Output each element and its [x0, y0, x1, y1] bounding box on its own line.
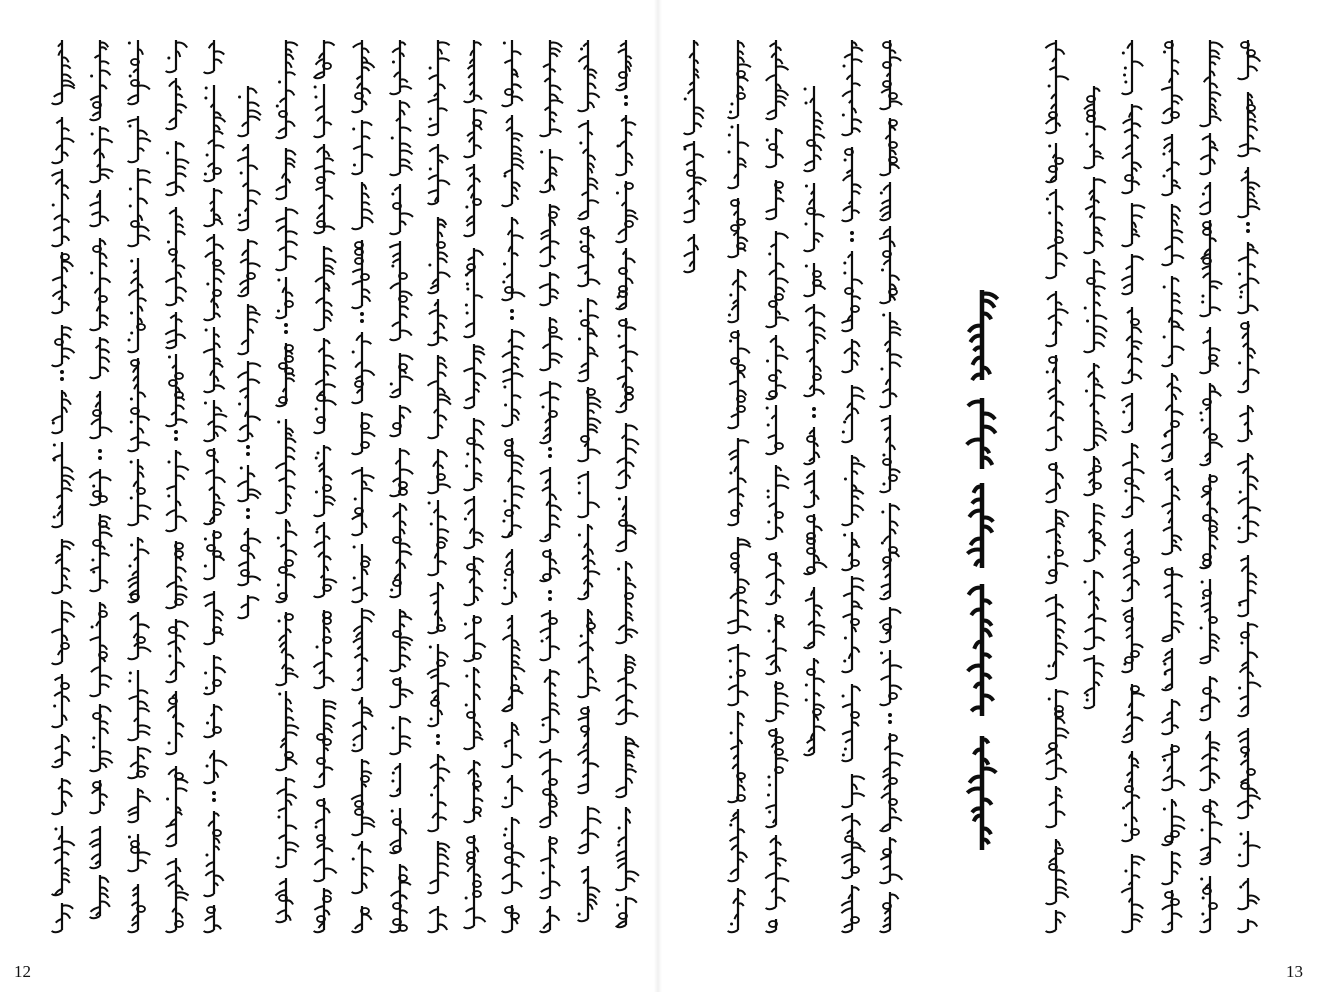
left-page-text-column-9: [349, 40, 375, 930]
right-page-text-column-5: [839, 40, 865, 930]
left-page-text-column-1: [49, 40, 75, 930]
chapter-title: [962, 290, 1002, 890]
left-page-text-column-15: [575, 40, 601, 930]
left-page-text-column-16: [613, 40, 639, 930]
chapter-title-glyphs: [962, 290, 1002, 850]
left-page-text-column-12: [461, 40, 487, 930]
right-page-text-column-1: [681, 40, 707, 270]
right-page: [658, 0, 1317, 992]
right-page-text-column-4: [801, 86, 827, 756]
left-page: [0, 0, 658, 992]
right-page-text-column-6: [877, 40, 903, 930]
left-page-text-column-6: [235, 86, 261, 616]
left-page-text-column-3: [125, 40, 151, 930]
right-page-text-column-8: [1081, 86, 1107, 706]
page-number-left: 12: [14, 962, 31, 981]
left-page-text-column-5: [201, 40, 227, 930]
page-number-right: 13: [1286, 962, 1303, 981]
left-page-text-column-10: [387, 40, 413, 930]
left-page-text-column-4: [163, 40, 189, 930]
right-page-text-column-11: [1197, 40, 1223, 930]
left-page-text-column-7: [273, 40, 299, 930]
left-page-text-column-11: [425, 40, 451, 930]
right-page-text-column-12: [1235, 40, 1261, 930]
left-page-text-column-2: [87, 40, 113, 930]
left-page-text-column-8: [311, 40, 337, 930]
right-page-text-column-3: [763, 40, 789, 930]
left-page-text-column-13: [499, 40, 525, 930]
right-page-text-column-2: [725, 40, 751, 930]
right-page-text-column-9: [1119, 40, 1145, 930]
left-page-text-column-14: [537, 40, 563, 930]
right-page-text-column-7: [1043, 40, 1069, 930]
right-page-text-column-10: [1159, 40, 1185, 930]
